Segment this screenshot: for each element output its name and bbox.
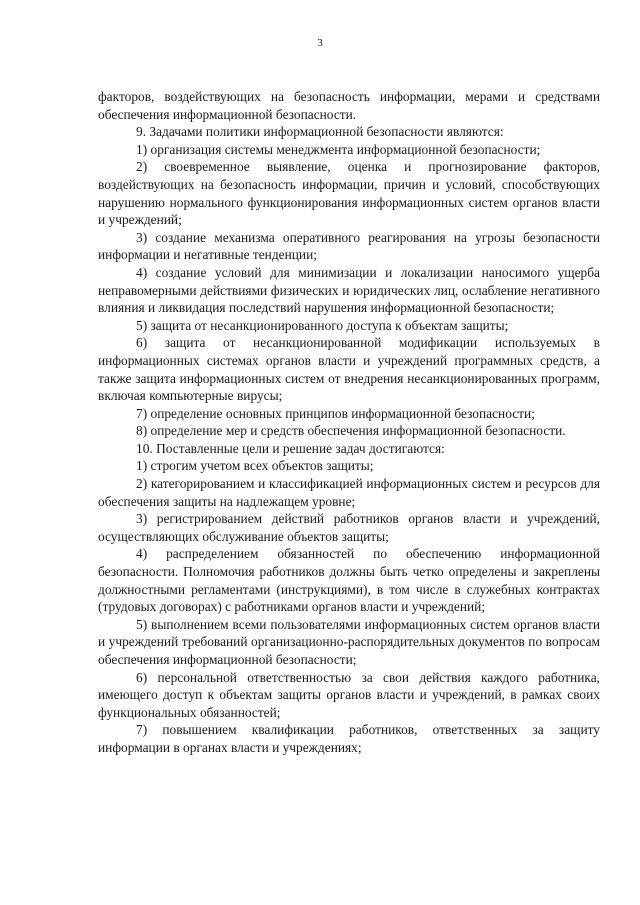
means-item-1: 1) строгим учетом всех объектов защиты; [136, 458, 374, 474]
means-item-3: 3) регистрированием действий работников органов власти и учреждений, осуществляющих обслуживание объектов защиты; [98, 511, 600, 544]
paragraph-continuation: факторов, воздействующих на безопасность информации, мерами и средствами обеспечения информационной безопасности. [98, 89, 600, 122]
section-9-heading: 9. Задачами политики информационной безопасности являются: [136, 124, 504, 140]
task-item-6: 6) защита от несанкционированной модификации используемых в информационных системах органов власти и учреждений программных средств, а также защита информационных систем от внедрения несанкционированных программ, включая компьютерные вирусы; [98, 335, 600, 404]
task-item-3: 3) создание механизма оперативного реагирования на угрозы безопасности информации и негативные тенденции; [98, 229, 600, 263]
task-item-7: 7) определение основных принципов информационной безопасности; [136, 405, 535, 421]
means-item-5: 5) выполнением всеми пользователями информационных систем органов власти и учреждений требований организационно-распорядительных документов по вопросам обеспечения информационной безопасности; [98, 616, 600, 667]
means-item-6: 6) персональной ответственностью за свои действия каждого работника, имеющего доступ к объектам защиты органов власти и учреждений, в рамках своих функциональных обязанностей; [98, 669, 600, 720]
means-item-2: 2) категорированием и классификацией информационных систем и ресурсов для обеспечения защиты на надлежащем уровне; [98, 476, 600, 509]
document-body [98, 88, 600, 757]
task-item-8: 8) определение мер и средств обеспечения информационной безопасности. [136, 423, 566, 439]
task-item-2: 2) своевременное выявление, оценка и прогнозирование факторов, воздействующих на безопасность информации, причин и условий, способствующих нарушению нормального функционирования информационных систем органов власти и учреждений; [98, 159, 600, 228]
page-number: 3 [317, 37, 323, 49]
section-10-heading: 10. Поставленные цели и решение задач достигаются: [136, 440, 445, 456]
task-item-1: 1) организация системы менеджмента информационной безопасности; [136, 141, 541, 157]
means-item-4: 4) распределением обязанностей по обеспечению информационной безопасности. Полномочия работников должны быть четко определены и закреплены должностными регламентами (инструкциями), в том числе в служебных контрактах (трудовых договорах) с работниками органов власти и учреждений; [98, 546, 600, 615]
task-item-4: 4) создание условий для минимизации и локализации наносимого ущерба неправомерными действиями физических и юридических лиц, ослабление негативного влияния и ликвидация последствий нарушения информационной безопасности; [98, 264, 600, 316]
task-item-5: 5) защита от несанкционированного доступа к объектам защиты; [136, 317, 509, 333]
means-item-7: 7) повышением квалификации работников, ответственных за защиту информации в органах власти и учреждениях; [98, 722, 600, 755]
